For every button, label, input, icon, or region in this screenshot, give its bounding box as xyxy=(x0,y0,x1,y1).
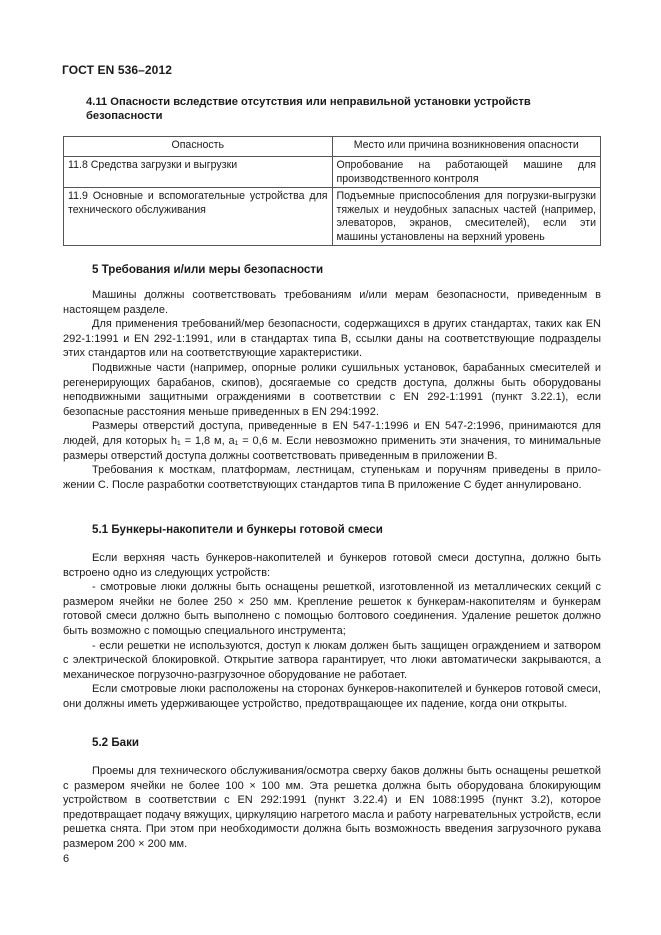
table-cell-location: Опробование на работающей машине для производственного контроля xyxy=(332,157,601,188)
paragraph: Подвижные части (например, опорные ролики сушильных установок, барабанных смесителей и регенерирующих барабанов, скипов), досягаемые со средств доступа, должны быть оборудованы неподвижными защитными ограждениями в соответствии с EN 292-1:1991 (пункт 3.22.1), если безопасные расстояния меньше приведенных в EN 294:1992. xyxy=(63,361,601,418)
section-5-2-body xyxy=(63,764,601,852)
section-5-body xyxy=(63,288,601,492)
table-row xyxy=(64,188,601,246)
section-5-1-body xyxy=(63,551,601,712)
column-header-hazard: Опасность xyxy=(64,137,333,157)
table-row xyxy=(64,157,601,188)
list-item: - смотровые люки должны быть оснащены решеткой, изготовленной из металлических секций с размером ячейки не более 250 × 250 мм. Крепление решеток к бункерам-накопителям и бункерам готовой смеси должно быть выполнено с помощью болтового соединения. Удаление решеток должно быть возможно с помощью специального инструмента; xyxy=(63,581,601,637)
table-cell-hazard: 11.9 Основные и вспомогательные устройства для технического обслуживания xyxy=(64,188,333,246)
paragraph: Для применения требований/мер безопасности, содержащихся в других стандартах, таких как EN 292-1:1991 и EN 292-1:1991, или в стандартах типа В, ссылки даны на соответствующие подразделы этих стандартов или на соответствующие характеристики. xyxy=(63,318,601,360)
paragraph: Если смотровые люки расположены на сторонах бункеров-накопителей и бункеров готовой смеси, они должны иметь удерживающее устройство, предотвращающее их падение, когда они открыты. xyxy=(63,683,601,710)
section-5-2-heading: 5.2 Баки xyxy=(92,736,140,749)
paragraph: Проемы для технического обслуживания/осмотра сверху баков должны быть оснащены решеткой с размером ячейки не более 100 × 100 мм. Эта решетка должна быть оборудована блокирующим устройством в соответствии с EN 292:1991 (пункт 3.22.4) и EN 1088:1995 (пункт 3.2), которое предотвращает подачу вяжущих, циркуляцию нагретого масла и работу нагревательных устройств, если решетка снята. При этом при необходимости должна быть возможность введения загрузочного рукава размером 200 × 200 мм. xyxy=(63,765,601,850)
hazards-table xyxy=(63,136,601,246)
table-cell-hazard: 11.8 Средства загрузки и выгрузки xyxy=(64,157,333,188)
section-5-heading: 5 Требования и/или меры безопасности xyxy=(92,263,324,276)
paragraph: Машины должны соответствовать требованиям и/или мерам безопасности, приведенным в настоящем разделе. xyxy=(63,289,601,316)
column-header-location: Место или причина возникновения опасности xyxy=(332,137,601,157)
page-number: 6 xyxy=(63,853,70,865)
paragraph: Размеры отверстий доступа, приведенные в EN 547-1:1996 и EN 547-2:1996, принимаются для людей, для которых h₁ = 1,8 м, a₁ = 0,6 м. Если невозможно применить эти значения, то минимальные размеры отверстий доступа должны соответствовать приведенным в приложении В. xyxy=(63,420,601,462)
table-header-row xyxy=(64,137,601,157)
paragraph: Если верхняя часть бункеров-накопителей и бункеров готовой смеси доступна, должно быть встроено одно из следующих устройств: xyxy=(63,552,601,579)
section-5-1-heading: 5.1 Бункеры-накопители и бункеры готовой смеси xyxy=(92,523,383,536)
table-cell-location: Подъемные приспособления для погрузки-выгрузки тяжелых и неудобных запасных частей (например, элеваторов, экранов, смесителей), если эти машины установлены на верхний уровень xyxy=(332,188,601,246)
standard-designation: ГОСТ EN 536–2012 xyxy=(62,63,173,77)
paragraph: Требования к мосткам, платформам, лестницам, ступенькам и поручням приведены в прило-жении С. После разработки соответствующих стандартов типа В приложение С будет аннулировано. xyxy=(63,464,601,491)
clause-4-11-title: 4.11 Опасности вследствие отсутствия или неправильной установки устройств безопасности xyxy=(86,96,531,122)
list-item: - если решетки не используются, доступ к люкам должен быть защищен ограждением и затвором с электрической блокировкой. Открытие затвора гарантирует, что люки автоматически закрываются, а механическое погрузочно-разгрузочное оборудование не работает. xyxy=(63,639,601,681)
